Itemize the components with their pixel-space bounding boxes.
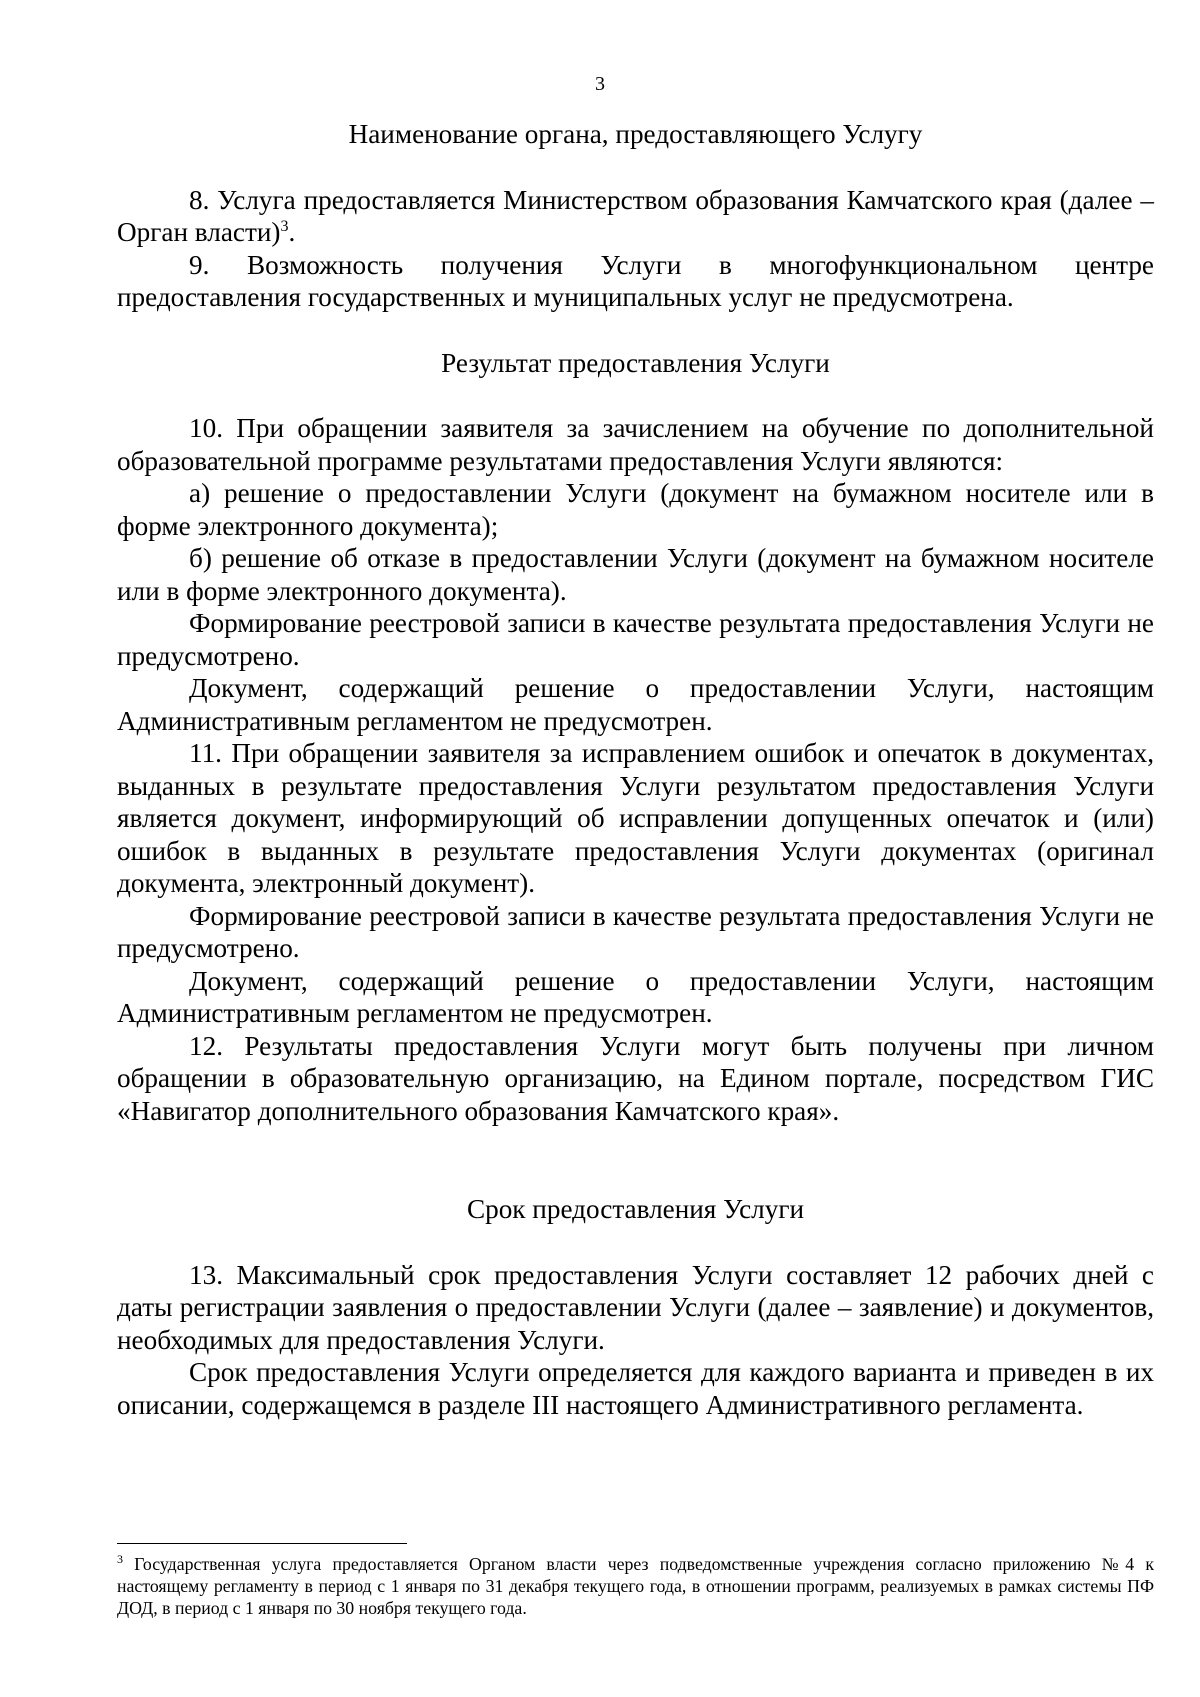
document-body — [117, 118, 1154, 1421]
paragraph-9: 9. Возможность получения Услуги в многофункциональном центре предоставления государственных и муниципальных услуг не предусмотрена. — [117, 249, 1154, 312]
paragraph-10-registry: Формирование реестровой записи в качестве результата предоставления Услуги не предусмотрено. — [117, 608, 1154, 671]
paragraph-10: 10. При обращении заявителя за зачислением на обучение по дополнительной образовательной программе результатами предоставления Услуги являются: — [117, 413, 1154, 476]
paragraph-12: 12. Результаты предоставления Услуги могут быть получены при личном обращении в образовательную организацию, на Едином портале, посредством ГИС «Навигатор дополнительного образования Камчатского края». — [117, 1030, 1154, 1126]
paragraph-10-document: Документ, содержащий решение о предоставлении Услуги, настоящим Административным регламентом не предусмотрен. — [117, 673, 1154, 736]
footnote-text: Государственная услуга предоставляется Органом власти через подведомственные учреждения согласно приложению №4 к настоящему регламенту в период с 1 января по 31 декабря текущего года, в отношении программ, реализуемых в рамках системы ПФ ДОД, в период с 1 января по 30 ноября текущего года. — [117, 1554, 1154, 1618]
paragraph-8-tail: . — [288, 217, 296, 247]
paragraph-8-text: 8. Услуга предоставляется Министерством образования Камчатского края (далее – Орган власти) — [117, 184, 1154, 247]
footnote-separator — [117, 1543, 407, 1544]
paragraph-11-registry: Формирование реестровой записи в качестве результата предоставления Услуги не предусмотрено. — [117, 900, 1154, 963]
paragraph-13: 13. Максимальный срок предоставления Услуги составляет 12 рабочих дней с даты регистрации заявления о предоставлении Услуги (далее – заявление) и документов, необходимых для предоставления Услуги. — [117, 1259, 1154, 1355]
page-number: 3 — [595, 73, 605, 95]
footnote — [117, 1553, 1154, 1619]
paragraph-11-document: Документ, содержащий решение о предоставлении Услуги, настоящим Административным регламентом не предусмотрен. — [117, 965, 1154, 1028]
paragraph-8 — [117, 184, 1154, 249]
paragraph-10-a: а) решение о предоставлении Услуги (документ на бумажном носителе или в форме электронного документа); — [117, 478, 1154, 541]
paragraph-10-b: б) решение об отказе в предоставлении Услуги (документ на бумажном носителе или в форме электронного документа). — [117, 543, 1154, 606]
section-heading-term: Срок предоставления Услуги — [466, 1194, 805, 1224]
paragraph-13-term: Срок предоставления Услуги определяется для каждого варианта и приведен в их описании, содержащемся в разделе III настоящего Административного регламента. — [117, 1357, 1154, 1420]
section-heading-result: Результат предоставления Услуги — [441, 347, 830, 378]
section-heading-authority: Наименование органа, предоставляющего Услугу — [348, 119, 923, 149]
footnote-marker: 3 — [117, 1552, 123, 1567]
paragraph-11: 11. При обращении заявителя за исправлением ошибок и опечаток в документах, выданных в результате предоставления Услуги результатом предоставления Услуги является документ, информирующий об исправлении допущенных опечаток и (или) ошибок в выданных в результате предоставления Услуги документах (оригинал документа, электронный документ). — [117, 738, 1154, 898]
footnote-reference: 3 — [280, 217, 289, 235]
